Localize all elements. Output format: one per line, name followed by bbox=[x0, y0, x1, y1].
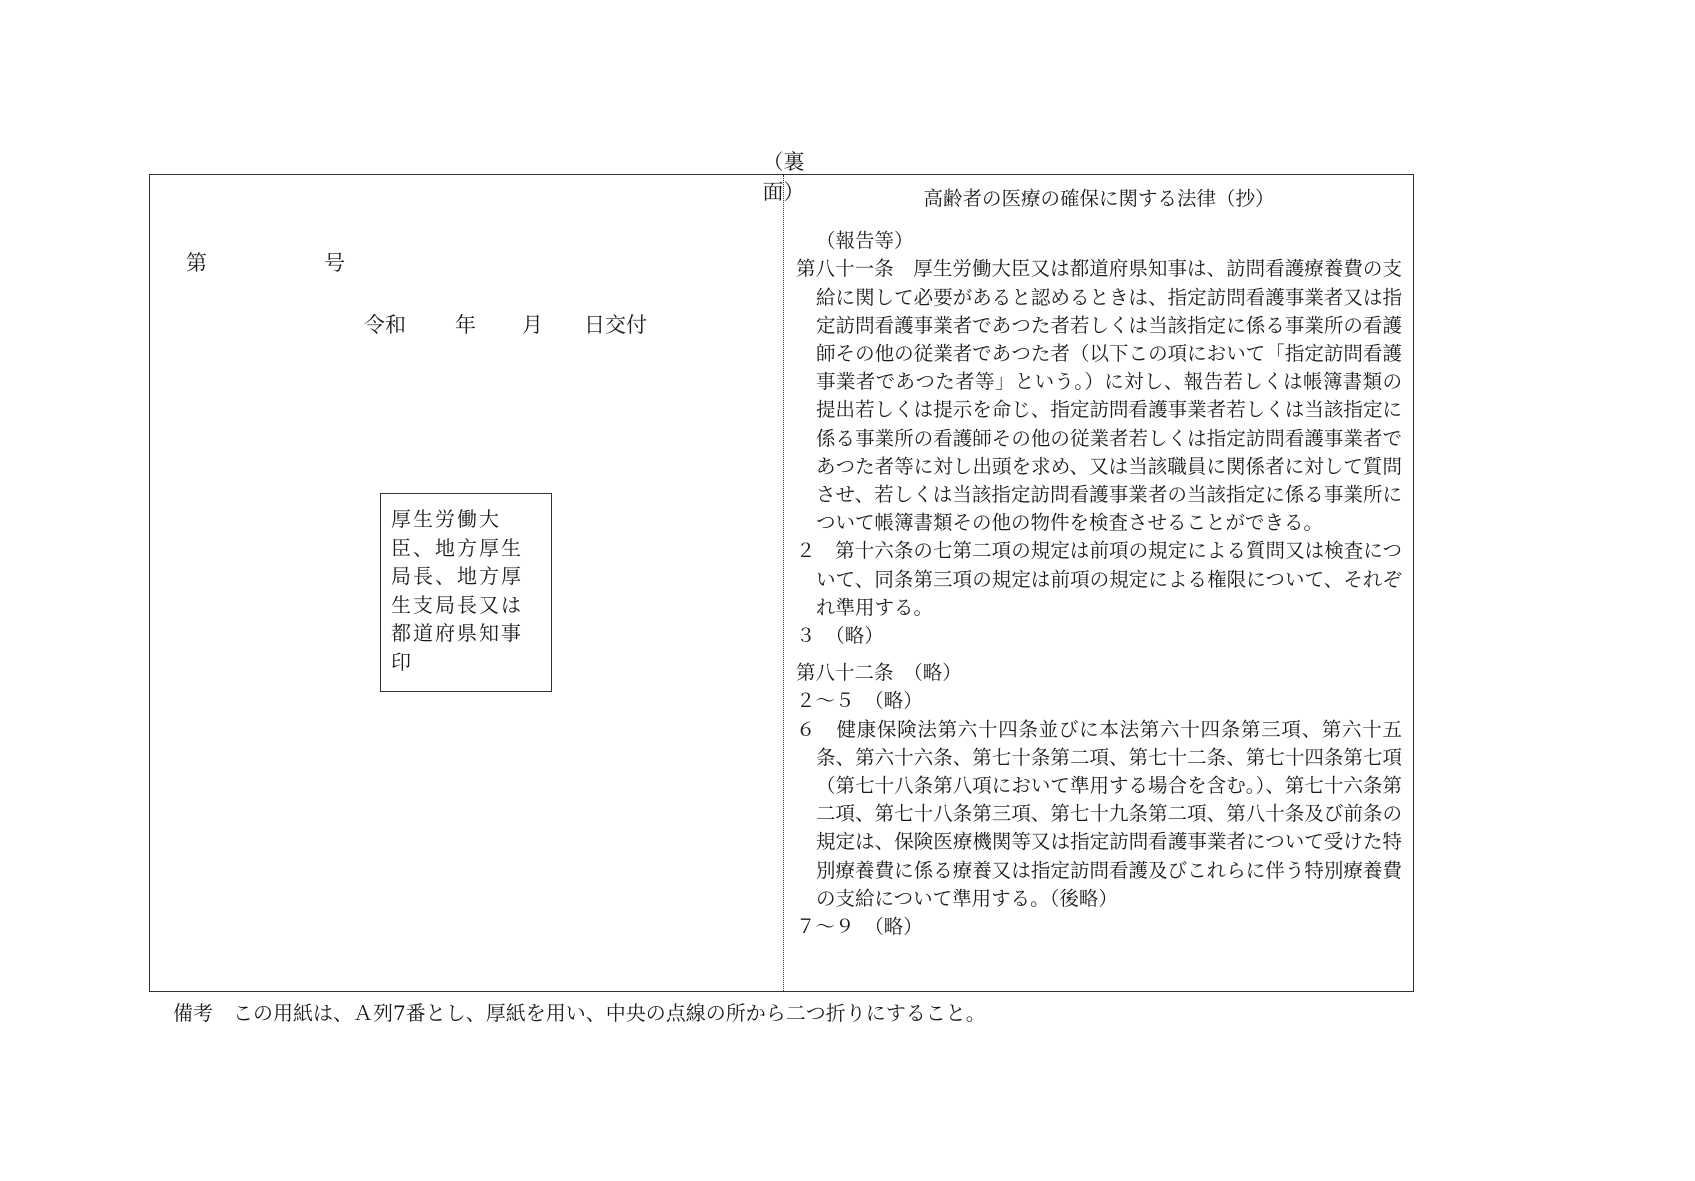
law-paragraph: ２ 第十六条の七第二項の規定は前項の規定による質問又は検査について、同条第三項の規定は前項の規定による権限について、それぞれ準用する。 bbox=[796, 539, 1402, 619]
law-paragraph: ６ 健康保険法第六十四条並びに本法第六十四条第三項、第六十五条、第六十六条、第七十条第二項、第七十二条、第七十四条第七項（第七十八条第八項において準用する場合を含む。）、第七十六条第二項、第七十八条第三項、第七十九条第二項、第八十条及び前条の規定は、保険医療機関等又は指定訪問看護事業者について受けた特別療養費に係る療養又は指定訪問看護及びこれらに伴う特別療養費の支給について準用する。（後略） bbox=[796, 717, 1402, 910]
seal-line: 印 bbox=[391, 649, 413, 674]
date-year: 年 bbox=[455, 313, 476, 337]
law-paragraph: ２～５ （略） bbox=[796, 689, 923, 713]
date-day-issue: 日交付 bbox=[584, 313, 647, 337]
number-suffix: 号 bbox=[324, 251, 345, 275]
law-paragraph: 第八十一条 厚生労働大臣又は都道府県知事は、訪問看護療養費の支給に関して必要があると認めるときは、指定訪問看護事業者又は指定訪問看護事業者であつた者若しくは当該指定に係る事業所の看護師その他の従業者であつた者（以下この項において「指定訪問看護事業者であつた者等」という。）に対し、報告若しくは帳簿書類の提出若しくは提示を命じ、指定訪問看護事業者若しくは当該指定に係る事業所の看護師その他の従業者若しくは指定訪問看護事業者であつた者等に対し出頭を求め、又は当該職員に関係者に対して質問させ、若しくは当該指定訪問看護事業者の当該指定に係る事業所について帳簿書類その他の物件を検査させることができる。 bbox=[796, 257, 1402, 535]
certificate-back-form bbox=[149, 174, 1414, 992]
remarks-note: 備考 この用紙は、Ａ列7番とし、厚紙を用い、中央の点線の所から二つ折りにすること。 bbox=[173, 1001, 986, 1025]
seal-line: 生支局長又は bbox=[391, 592, 523, 617]
date-month: 月 bbox=[522, 313, 543, 337]
law-title: 高齢者の医療の確保に関する法律（抄） bbox=[923, 187, 1275, 210]
seal-line: 局長、地方厚 bbox=[391, 564, 523, 588]
issue-date-line bbox=[364, 309, 647, 339]
certificate-number-line bbox=[186, 247, 345, 277]
law-excerpt-panel bbox=[784, 175, 1412, 991]
law-paragraph: 第八十二条 （略） bbox=[796, 661, 962, 685]
side-label: （裏 面） bbox=[762, 150, 847, 204]
date-era: 令和 bbox=[364, 313, 406, 337]
seal-line: 厚生労働大 bbox=[391, 507, 501, 531]
article-caption: （報告等） bbox=[816, 229, 914, 253]
seal-line: 臣、地方厚生 bbox=[391, 535, 523, 560]
number-prefix: 第 bbox=[186, 251, 207, 275]
left-panel bbox=[150, 175, 783, 991]
seal-line: 都道府県知事 bbox=[391, 621, 523, 645]
issuer-seal-box bbox=[380, 493, 552, 692]
law-paragraph: ３ （略） bbox=[796, 624, 884, 648]
law-paragraph: ７～９ （略） bbox=[796, 915, 923, 939]
